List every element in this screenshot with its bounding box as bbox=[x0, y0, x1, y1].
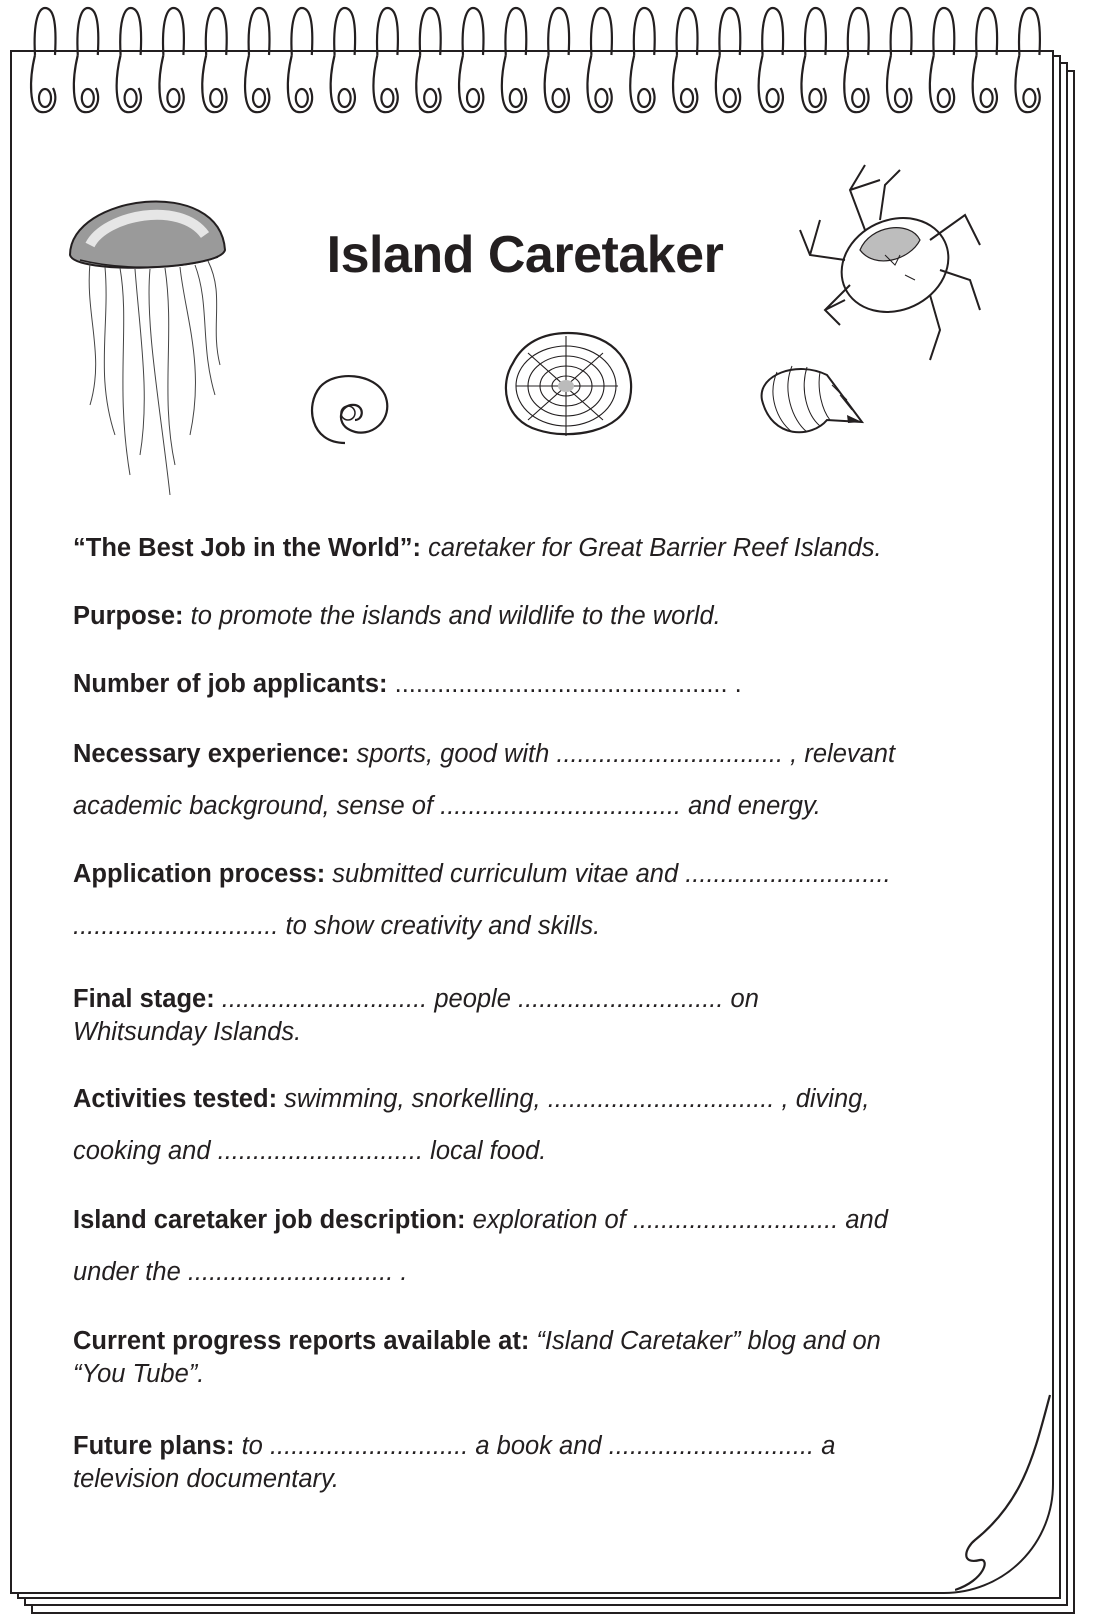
item-text: “Island Caretaker” blog and on bbox=[529, 1327, 881, 1355]
spiral-hole bbox=[767, 89, 779, 107]
progress-reports-line bbox=[73, 1325, 1013, 1391]
spiral-hole bbox=[424, 89, 436, 107]
spiral-hole bbox=[638, 89, 650, 107]
item-label: Current progress reports available at: bbox=[73, 1327, 530, 1355]
spiral-shell-illustration bbox=[300, 365, 395, 450]
experience-line bbox=[73, 728, 1013, 832]
item-label: Island caretaker job description: bbox=[73, 1206, 466, 1234]
spiral-hole bbox=[981, 89, 993, 107]
spiral-hole bbox=[895, 89, 907, 107]
conch-shell-illustration bbox=[752, 360, 867, 440]
purpose-line bbox=[73, 600, 721, 633]
spiral-hole bbox=[938, 89, 950, 107]
spiral-binding bbox=[0, 0, 1097, 130]
spiral-hole bbox=[595, 89, 607, 107]
application-process-line bbox=[73, 848, 1013, 952]
spiral-hole bbox=[296, 89, 308, 107]
spiral-hole bbox=[1023, 89, 1035, 107]
sand-dollar-illustration bbox=[498, 328, 638, 443]
item-text: submitted curriculum vitae and ............................. bbox=[325, 860, 891, 888]
spiral-hole bbox=[210, 89, 222, 107]
applicants-line bbox=[73, 668, 742, 701]
item-text-continued: Whitsunday Islands. bbox=[73, 1018, 302, 1046]
spiral-hole bbox=[852, 89, 864, 107]
spiral-hole bbox=[167, 89, 179, 107]
spiral-hole bbox=[82, 89, 94, 107]
job-description-line bbox=[73, 1194, 1013, 1298]
item-text: sports, good with ................................ , relevant bbox=[349, 740, 896, 768]
crab-illustration bbox=[790, 160, 990, 365]
item-text: exploration of ............................. and bbox=[465, 1206, 888, 1234]
item-text-continued: cooking and ............................. local food. bbox=[73, 1137, 547, 1165]
spiral-hole bbox=[381, 89, 393, 107]
item-text: ............................. people ............................. on bbox=[214, 985, 759, 1013]
item-label: Number of job applicants: bbox=[73, 670, 388, 698]
item-label: “The Best Job in the World”: bbox=[73, 534, 422, 562]
spiral-hole bbox=[39, 89, 51, 107]
spiral-hole bbox=[681, 89, 693, 107]
item-text-continued: “You Tube”. bbox=[73, 1360, 205, 1388]
spiral-hole bbox=[339, 89, 351, 107]
item-text-continued: ............................. to show creativity and skills. bbox=[73, 912, 601, 940]
item-label: Final stage: bbox=[73, 985, 215, 1013]
best-job-line bbox=[73, 532, 882, 565]
spiral-hole bbox=[724, 89, 736, 107]
item-text: swimming, snorkelling, ................................ , diving, bbox=[277, 1085, 870, 1113]
spiral-hole bbox=[553, 89, 565, 107]
item-text-continued: under the ............................. . bbox=[73, 1258, 408, 1286]
item-text: caretaker for Great Barrier Reef Islands. bbox=[421, 534, 882, 562]
item-text: to promote the islands and wildlife to the world. bbox=[183, 602, 721, 630]
spiral-hole bbox=[125, 89, 137, 107]
activities-line bbox=[73, 1073, 1013, 1177]
spiral-hole bbox=[510, 89, 522, 107]
item-text: to ............................ a book and ............................. a bbox=[234, 1432, 836, 1460]
spiral-hole bbox=[809, 89, 821, 107]
item-text-continued: television documentary. bbox=[73, 1465, 339, 1493]
item-text-continued: academic background, sense of .................................. and energy. bbox=[73, 792, 821, 820]
page-title: Island Caretaker bbox=[326, 226, 724, 284]
item-label: Necessary experience: bbox=[73, 740, 350, 768]
item-label: Activities tested: bbox=[73, 1085, 278, 1113]
spiral-hole bbox=[467, 89, 479, 107]
jellyfish-illustration bbox=[60, 175, 235, 495]
item-text: ............................................... . bbox=[387, 670, 742, 698]
item-label: Application process: bbox=[73, 860, 326, 888]
spiral-hole bbox=[253, 89, 265, 107]
future-plans-line bbox=[73, 1430, 973, 1496]
item-label: Future plans: bbox=[73, 1432, 235, 1460]
final-stage-line bbox=[73, 983, 973, 1049]
item-label: Purpose: bbox=[73, 602, 184, 630]
